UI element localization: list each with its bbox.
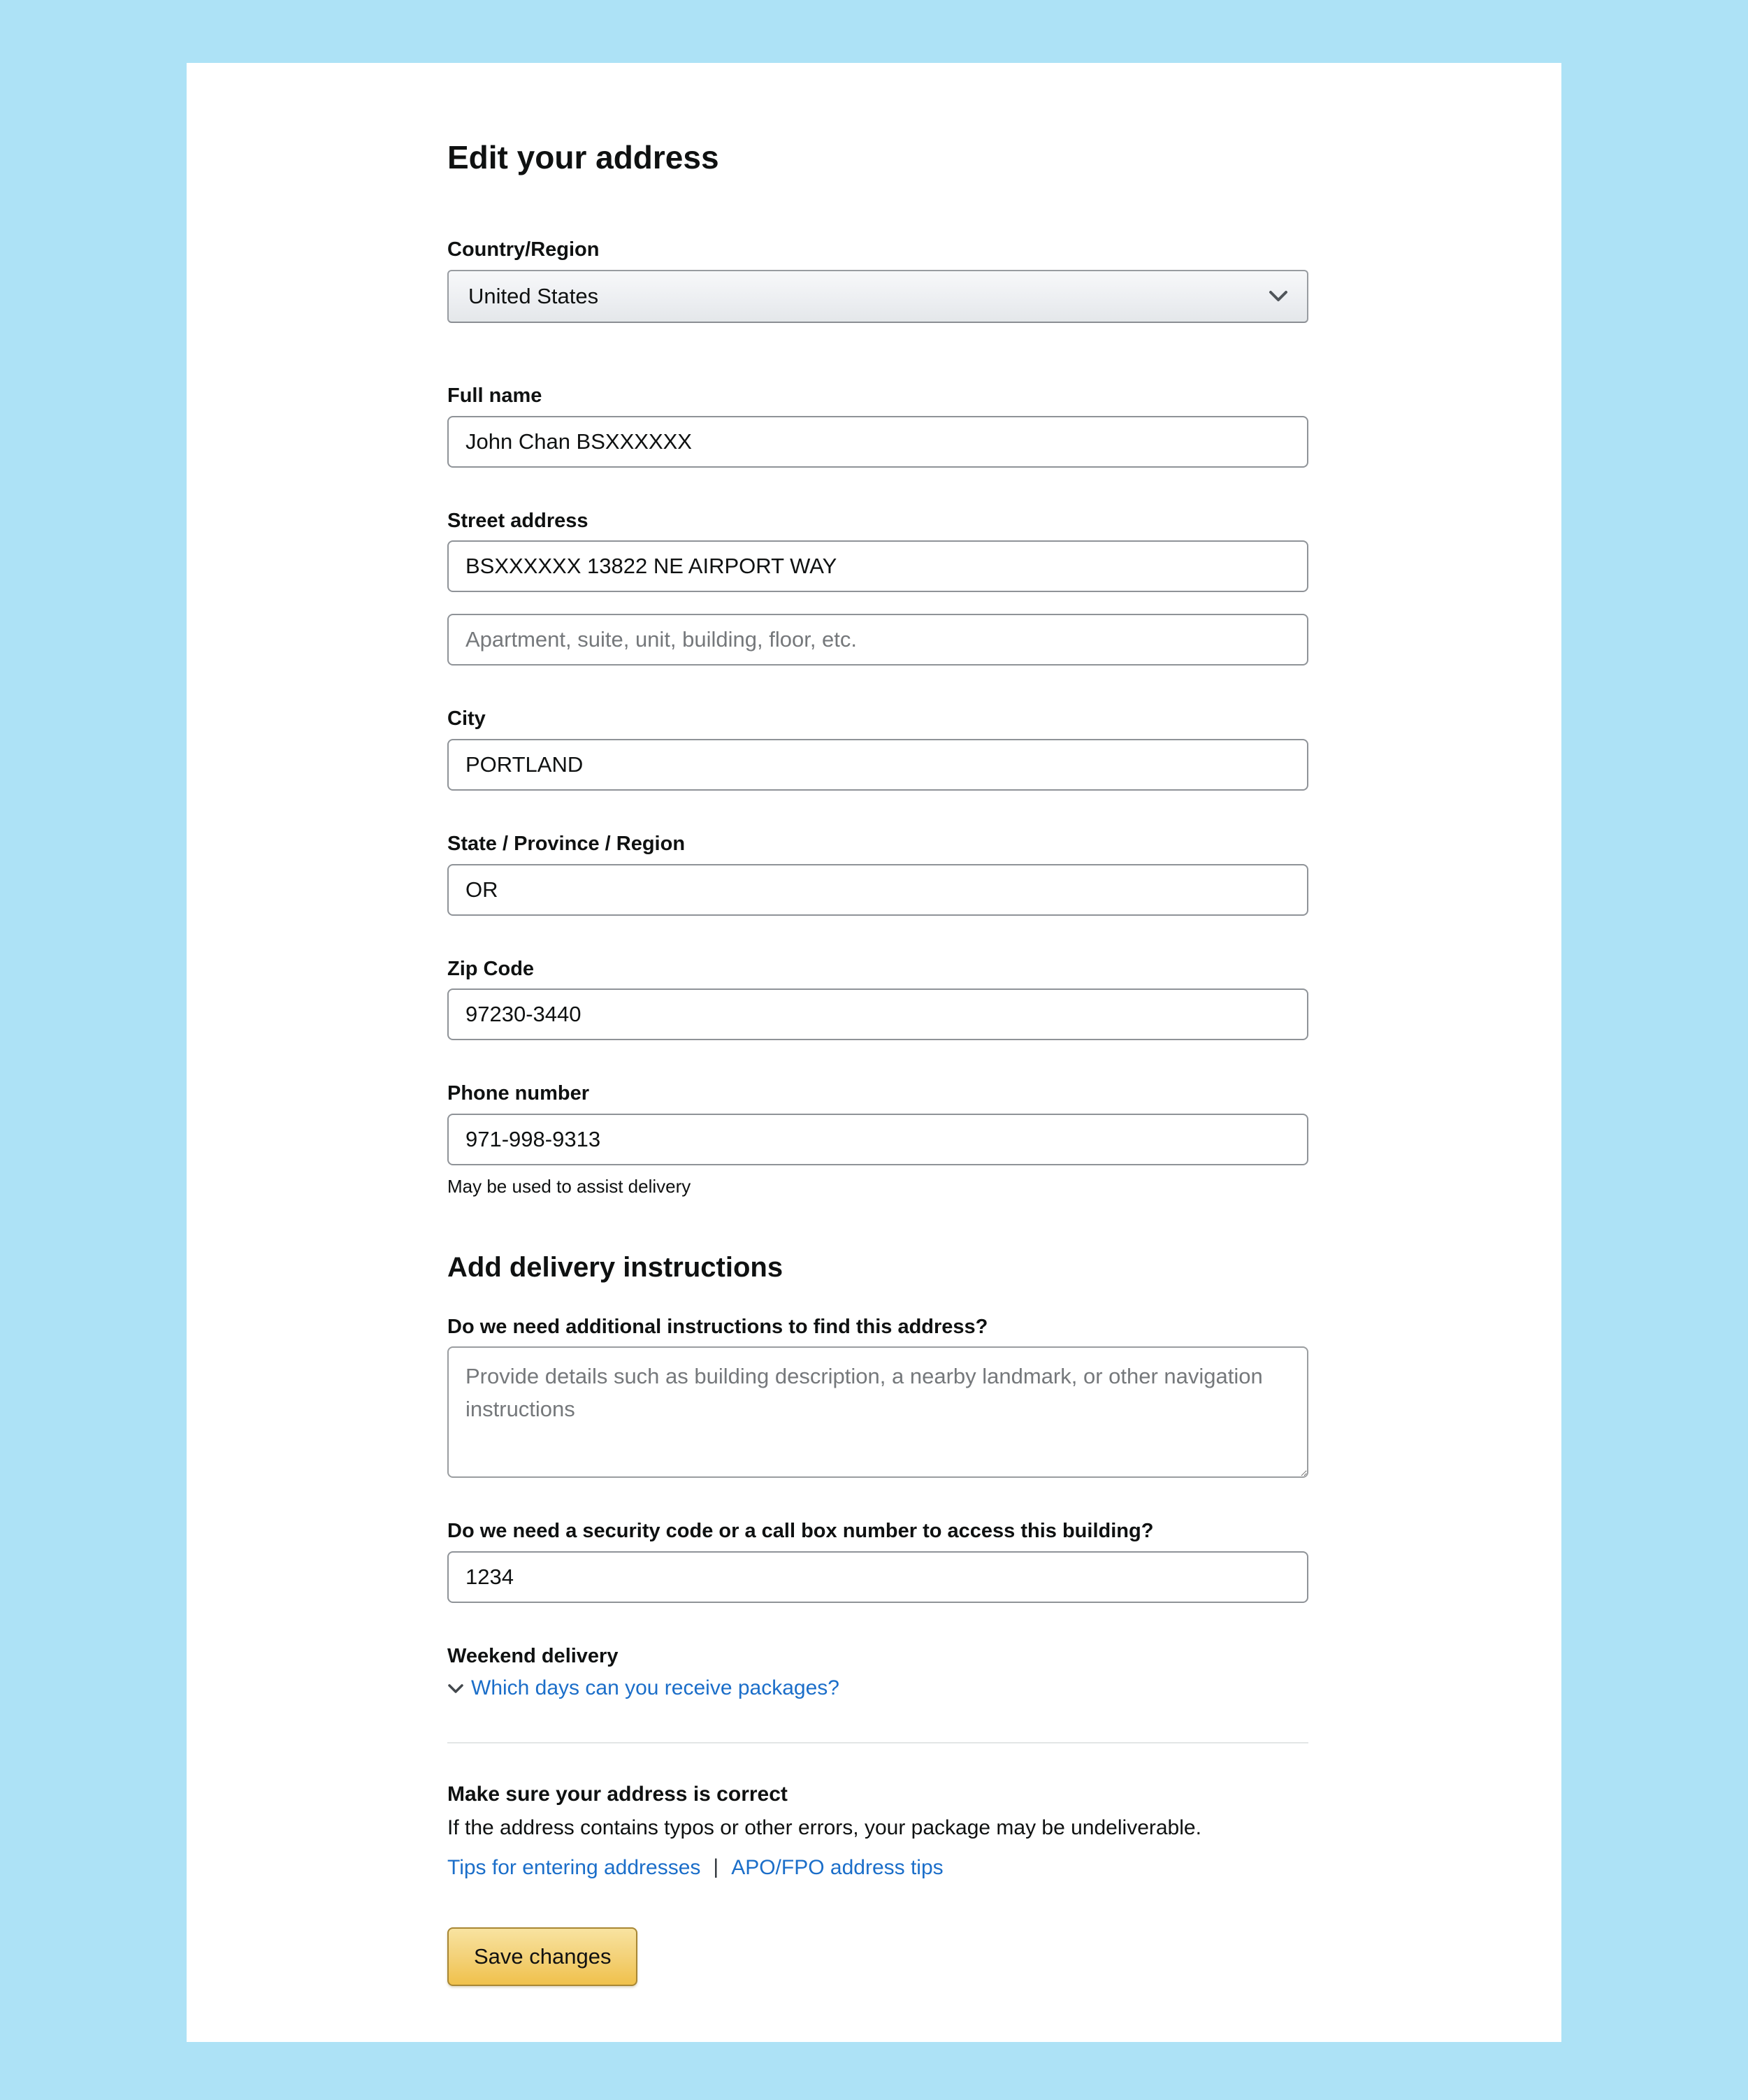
zip-group [447, 956, 1308, 1041]
phone-helper-text: May be used to assist delivery [447, 1176, 691, 1197]
security-code-group [447, 1518, 1308, 1603]
street-label: Street address [447, 509, 588, 532]
divider [447, 1742, 1308, 1743]
full-name-group [447, 383, 1308, 468]
full-name-label: Full name [447, 384, 542, 407]
street-line1-input[interactable] [447, 540, 1308, 592]
phone-input[interactable] [447, 1114, 1308, 1165]
city-input[interactable] [447, 739, 1308, 791]
weekend-days-link[interactable]: Which days can you receive packages? [471, 1676, 839, 1699]
save-changes-button[interactable]: Save changes [447, 1927, 637, 1986]
security-code-input[interactable] [447, 1551, 1308, 1603]
country-select-wrap [447, 270, 1308, 323]
country-select[interactable] [447, 270, 1308, 323]
additional-instructions-textarea[interactable] [447, 1346, 1308, 1478]
apo-fpo-tips-link[interactable]: APO/FPO address tips [731, 1855, 944, 1879]
link-separator: | [713, 1855, 719, 1879]
state-input[interactable] [447, 864, 1308, 916]
phone-group [447, 1081, 1308, 1198]
phone-label: Phone number [447, 1082, 590, 1105]
city-group [447, 706, 1308, 791]
weekend-delivery-group [447, 1644, 1308, 1702]
weekend-delivery-link-row [447, 1674, 1308, 1702]
state-label: State / Province / Region [447, 832, 686, 855]
page-title: Edit your address [447, 139, 719, 175]
country-group [447, 237, 1308, 323]
address-warning-body: If the address contains typos or other errors, your package may be undeliverable. [447, 1815, 1201, 1839]
city-label: City [447, 707, 486, 731]
street-line2-input[interactable] [447, 614, 1308, 666]
address-warning-title: Make sure your address is correct [447, 1782, 788, 1806]
delivery-instructions-heading: Add delivery instructions [447, 1251, 783, 1283]
zip-input[interactable] [447, 988, 1308, 1040]
country-label: Country/Region [447, 238, 600, 261]
zip-label: Zip Code [447, 957, 535, 980]
street-group [447, 508, 1308, 666]
state-group [447, 831, 1308, 916]
security-code-label: Do we need a security code or a call box number to access this building? [447, 1520, 1154, 1543]
chevron-down-icon [447, 1683, 464, 1695]
additional-instructions-group [447, 1314, 1308, 1479]
weekend-delivery-label: Weekend delivery [447, 1645, 619, 1668]
tips-links-row [447, 1854, 1308, 1881]
full-name-input[interactable] [447, 416, 1308, 468]
additional-instructions-label: Do we need additional instructions to find this address? [447, 1315, 988, 1338]
edit-address-card [187, 63, 1561, 2042]
tips-entering-addresses-link[interactable]: Tips for entering addresses [447, 1855, 701, 1879]
